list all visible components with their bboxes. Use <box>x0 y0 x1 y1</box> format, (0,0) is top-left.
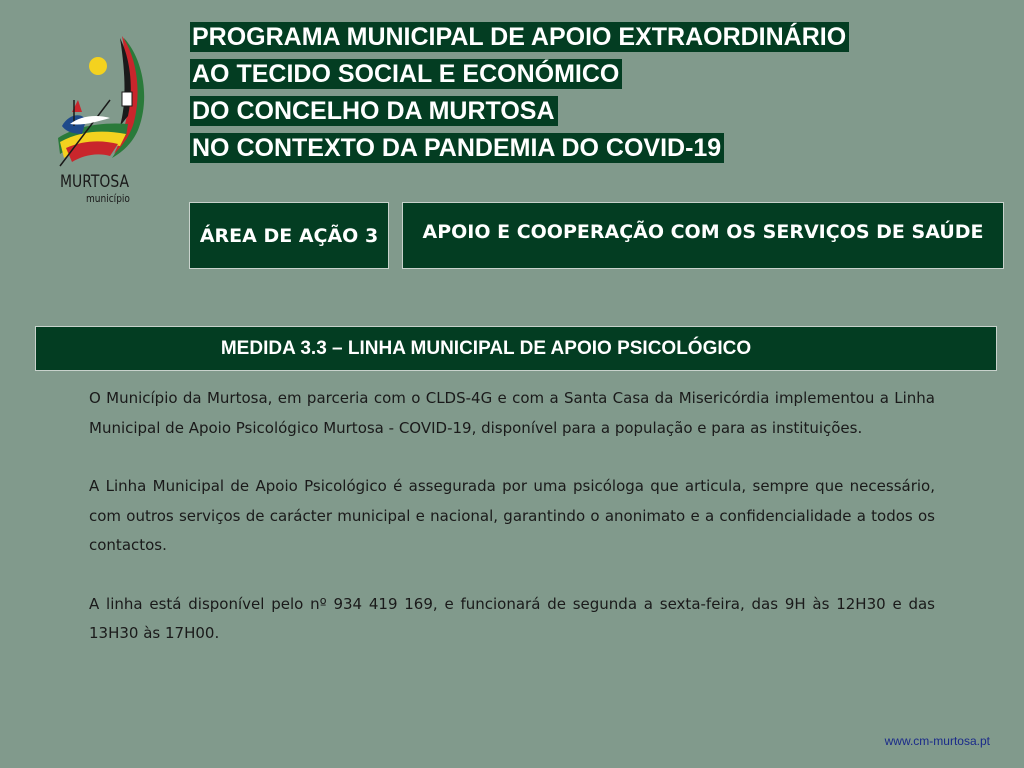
area-label: ÁREA DE AÇÃO 3 <box>199 224 379 247</box>
moliceiro-boat-icon <box>52 30 156 170</box>
title-line-2: AO TECIDO SOCIAL E ECONÓMICO <box>190 59 622 89</box>
murtosa-logo <box>52 30 156 216</box>
title-line-3: DO CONCELHO DA MURTOSA <box>190 96 558 126</box>
logo-wordmark: MURTOSA <box>60 172 130 192</box>
body-text <box>89 384 935 678</box>
program-title <box>190 22 849 170</box>
paragraph-3: A linha está disponível pelo nº 934 419 169, e funcionará de segunda a sexta-feira, das 9H às 12H30 e das 13H30 às 17H00. <box>89 594 935 642</box>
medida-title: MEDIDA 3.3 – LINHA MUNICIPAL DE APOIO PSICOLÓGICO <box>220 337 752 359</box>
logo-subtitle: município <box>86 192 130 205</box>
area-title-box <box>402 202 1004 269</box>
area-label-box <box>189 202 389 269</box>
footer-url[interactable]: www.cm-murtosa.pt <box>884 734 990 748</box>
medida-heading <box>35 326 997 371</box>
area-title: APOIO E COOPERAÇÃO COM OS SERVIÇOS DE SAÚDE <box>422 220 984 243</box>
paragraph-2: A Linha Municipal de Apoio Psicológico é assegurada por uma psicóloga que articula, sempre que necessário, com outros serviços de carácter municipal e nacional, garantindo o anonimato e a confidencialidade a todos os contactos. <box>89 477 935 554</box>
title-line-4: NO CONTEXTO DA PANDEMIA DO COVID-19 <box>190 133 724 163</box>
paragraph-1: O Município da Murtosa, em parceria com o CLDS-4G e com a Santa Casa da Misericórdia implementou a Linha Municipal de Apoio Psicológico Murtosa - COVID-19, disponível para a população e para as instituições. <box>89 389 935 437</box>
title-line-1: PROGRAMA MUNICIPAL DE APOIO EXTRAORDINÁRIO <box>190 22 849 52</box>
